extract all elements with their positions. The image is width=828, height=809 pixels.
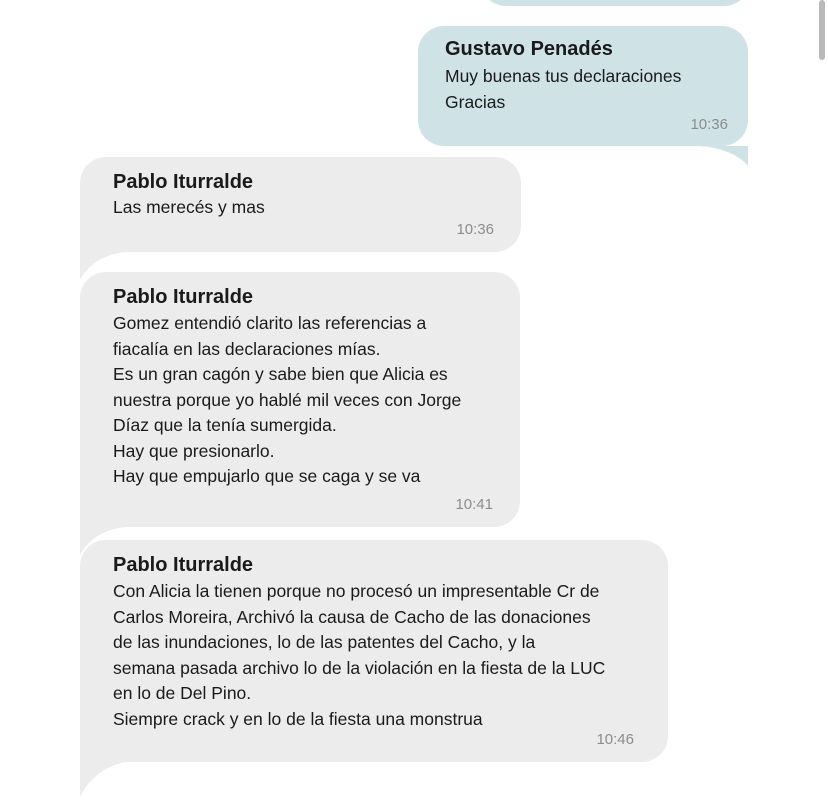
bubble-tail-incoming [80,735,130,805]
message-text: Las merecés y mas [113,197,265,217]
message-sender: Pablo Iturralde [113,171,254,193]
scrollbar[interactable] [819,0,825,60]
message-bubble-incoming[interactable] [80,157,521,252]
message-timestamp: 10:46 [596,731,634,748]
message-bubble-incoming[interactable] [80,272,520,527]
message-bubble-outgoing[interactable] [418,26,748,146]
message-timestamp: 10:36 [690,116,728,133]
message-sender: Gustavo Penadés [445,38,613,60]
message-timestamp: 10:41 [455,496,493,513]
previous-message-bubble[interactable] [480,0,750,6]
message-text: Muy buenas tus declaraciones Gracias [445,66,682,112]
message-sender: Pablo Iturralde [113,286,254,308]
message-text: Gomez entendió clarito las referencias a fiacalía en las declaraciones mías. Es un gran cagón y sabe bien que Alicia es nuestra porque yo hablé mil veces con Jorge Díaz que la tenía sumergida. Hay que presionarlo. Hay que empujarlo que se caga y se va [113,313,462,486]
bubble-tail-outgoing [700,110,750,170]
message-timestamp: 10:36 [456,221,494,238]
message-sender: Pablo Iturralde [113,554,254,576]
message-bubble-incoming[interactable] [80,540,668,762]
message-text: Con Alicia la tienen porque no procesó un impresentable Cr de Carlos Moreira, Archivó la causa de Cacho de las donaciones de las inundaciones, lo de las patentes del Cacho, y la semana pasada archivo lo de la violación en la fiesta de la LUC en lo de Del Pino. Siempre crack y en lo de la fiesta una monstrua [113,581,606,729]
